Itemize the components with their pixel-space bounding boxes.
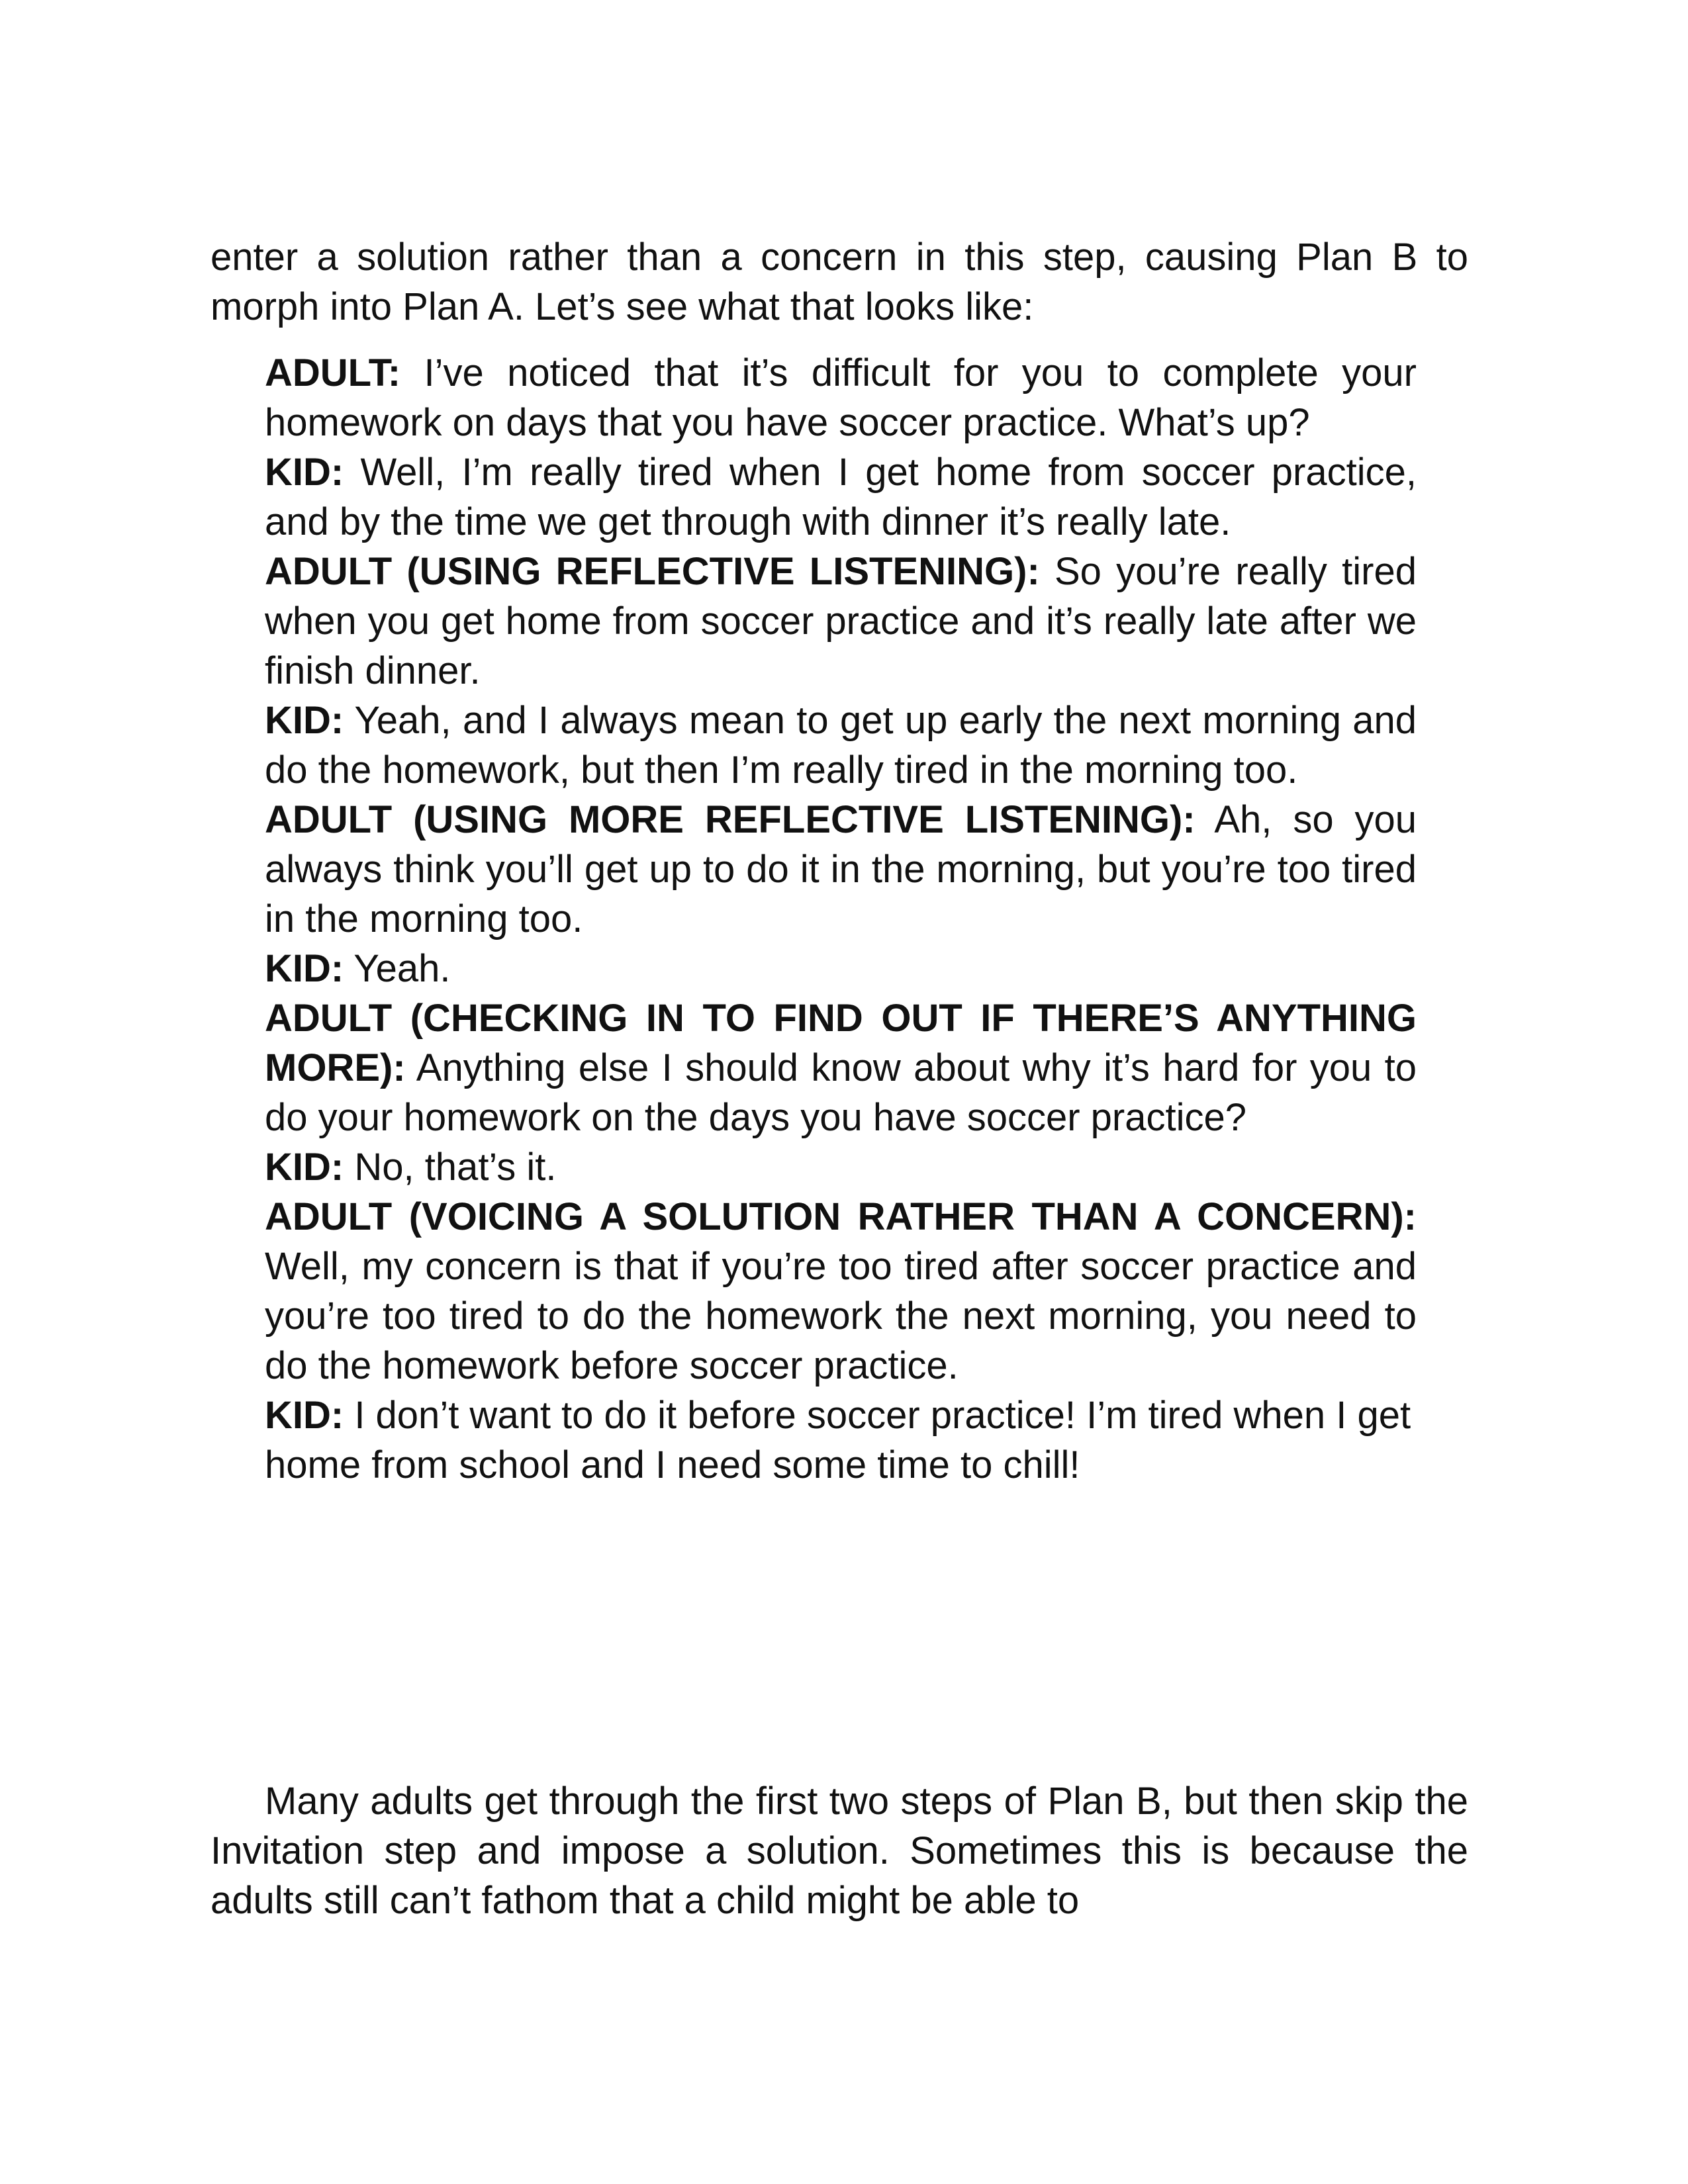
dialogue-turn xyxy=(265,1192,1417,1390)
speaker-label: ADULT (VOICING A SOLUTION RATHER THAN A CONCERN): xyxy=(265,1195,1417,1238)
speaker-label: KID: xyxy=(265,699,344,742)
outro-paragraph: Many adults get through the first two steps of Plan B, but then skip the Invitation step and impose a solution. Sometimes this is because the adults still can’t fathom that a child might be able to xyxy=(211,1780,1468,1922)
dialogue-turn xyxy=(265,795,1417,944)
dialogue-turn xyxy=(265,993,1417,1142)
dialogue-turn xyxy=(265,348,1417,447)
dialogue-turn xyxy=(265,1142,1417,1192)
dialogue-turn xyxy=(265,696,1417,795)
dialogue-block xyxy=(265,348,1417,1490)
dialogue-turn xyxy=(265,1390,1417,1490)
dialogue-text: So you’re really tired when you get home from soccer practice and it’s really late after we finish dinner. xyxy=(265,550,1417,692)
speaker-label: KID: xyxy=(265,451,344,494)
dialogue-text: Well, my concern is that if you’re too tired after soccer practice and you’re too tired to do the homework the next morning, you need to do the homework before soccer practice. xyxy=(265,1245,1417,1387)
dialogue-text: No, that’s it. xyxy=(344,1146,557,1189)
dialogue-turn xyxy=(265,944,1417,993)
speaker-label: KID: xyxy=(265,947,344,990)
speaker-label: ADULT (USING MORE REFLECTIVE LISTENING): xyxy=(265,798,1196,841)
dialogue-text: Ah, so you always think you’ll get up to do it in the morning, but you’re too tired in the morning too. xyxy=(265,798,1417,940)
dialogue-text: Yeah. xyxy=(344,947,451,990)
speaker-label: KID: xyxy=(265,1394,344,1437)
intro-paragraph: enter a solution rather than a concern in this step, causing Plan B to morph into Plan A. Let’s see what that looks like: xyxy=(211,236,1468,328)
dialogue-text: Yeah, and I always mean to get up early the next morning and do the homework, but then I’m really tired in the morning too. xyxy=(265,699,1417,792)
speaker-label: ADULT (USING REFLECTIVE LISTENING): xyxy=(265,550,1040,593)
dialogue-text: I don’t want to do it before soccer practice! I’m tired when I get home from school and I need some time to chill! xyxy=(265,1394,1411,1486)
speaker-label: ADULT: xyxy=(265,351,401,394)
speaker-label: ADULT (CHECKING IN TO FIND OUT IF THERE’S ANYTHING MORE): xyxy=(265,997,1417,1089)
dialogue-turn xyxy=(265,547,1417,696)
dialogue-turn xyxy=(265,447,1417,547)
dialogue-text: Well, I’m really tired when I get home from soccer practice, and by the time we get through with dinner it’s really late. xyxy=(265,451,1417,543)
dialogue-text: Anything else I should know about why it’s hard for you to do your homework on the days you have soccer practice? xyxy=(265,1046,1417,1139)
dialogue-text: I’ve noticed that it’s difficult for you to complete your homework on days that you have soccer practice. What’s up? xyxy=(265,351,1417,444)
speaker-label: KID: xyxy=(265,1146,344,1189)
